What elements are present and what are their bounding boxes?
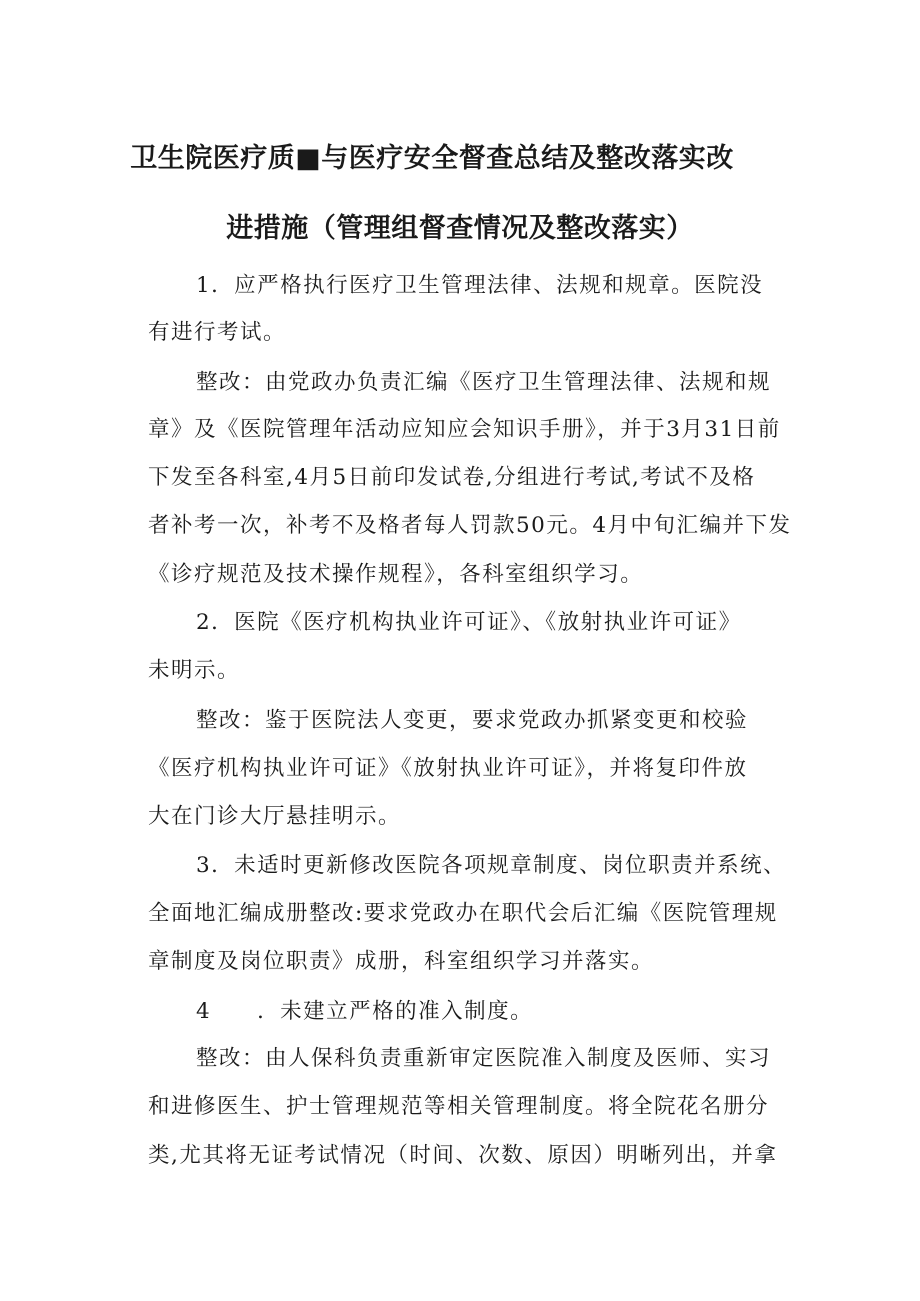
paragraph-line: 4 ．未建立严格的准入制度。 [196, 999, 534, 1024]
paragraph-line: 整改：由人保科负责重新审定医院准入制度及医师、实习 [196, 1046, 772, 1071]
document-title-line-2: 进措施（管理组督查情况及整改落实） [226, 213, 694, 244]
paragraph-line: 《诊疗规范及技术操作规程》，各科室组织学习。 [148, 562, 644, 587]
paragraph-line: 类,尤其将无证考试情况（时间、次数、原因）明晰列出，并拿 [148, 1143, 778, 1168]
paragraph-line: 有进行考试。 [148, 320, 287, 345]
paragraph-line: 1．应严格执行医疗卫生管理法律、法规和规章。医院没 [196, 273, 764, 298]
paragraph-line: 整改：鉴于医院法人变更，要求党政办抓紧变更和校验 [196, 708, 749, 733]
paragraph-line: 整改：由党政办负责汇编《医疗卫生管理法律、法规和规 [196, 370, 772, 395]
paragraph-line: 者补考一次，补考不及格者每人罚款50元。4月中旬汇编并下发 [148, 513, 792, 538]
paragraph-line: 下发至各科室,4月5日前印发试卷,分组进行考试,考试不及格 [148, 465, 756, 490]
paragraph-line: 2．医院《医疗机构执业许可证》、《放射执业许可证》 [196, 610, 742, 635]
paragraph-line: 未明示。 [148, 658, 241, 683]
paragraph-line: 大在门诊大厅悬挂明示。 [148, 804, 402, 829]
document-title-line-1: 卫生院医疗质■与医疗安全督查总结及整改落实改 [130, 143, 734, 174]
paragraph-line: 和进修医生、护士管理规范等相关管理制度。将全院花名册分 [148, 1094, 770, 1119]
paragraph-line: 3．未适时更新修改医院各项规章制度、岗位职责并系统、 [196, 853, 787, 878]
paragraph-line: 全面地汇编成册整改:要求党政办在职代会后汇编《医院管理规 [148, 901, 778, 926]
paragraph-line: 章制度及岗位职责》成册，科室组织学习并落实。 [148, 949, 655, 974]
paragraph-line: 章》及《医院管理年活动应知应会知识手册》，并于3月31日前 [148, 417, 781, 442]
paragraph-line: 《医疗机构执业许可证》《放射执业许可证》，并将复印件放 [148, 756, 748, 781]
